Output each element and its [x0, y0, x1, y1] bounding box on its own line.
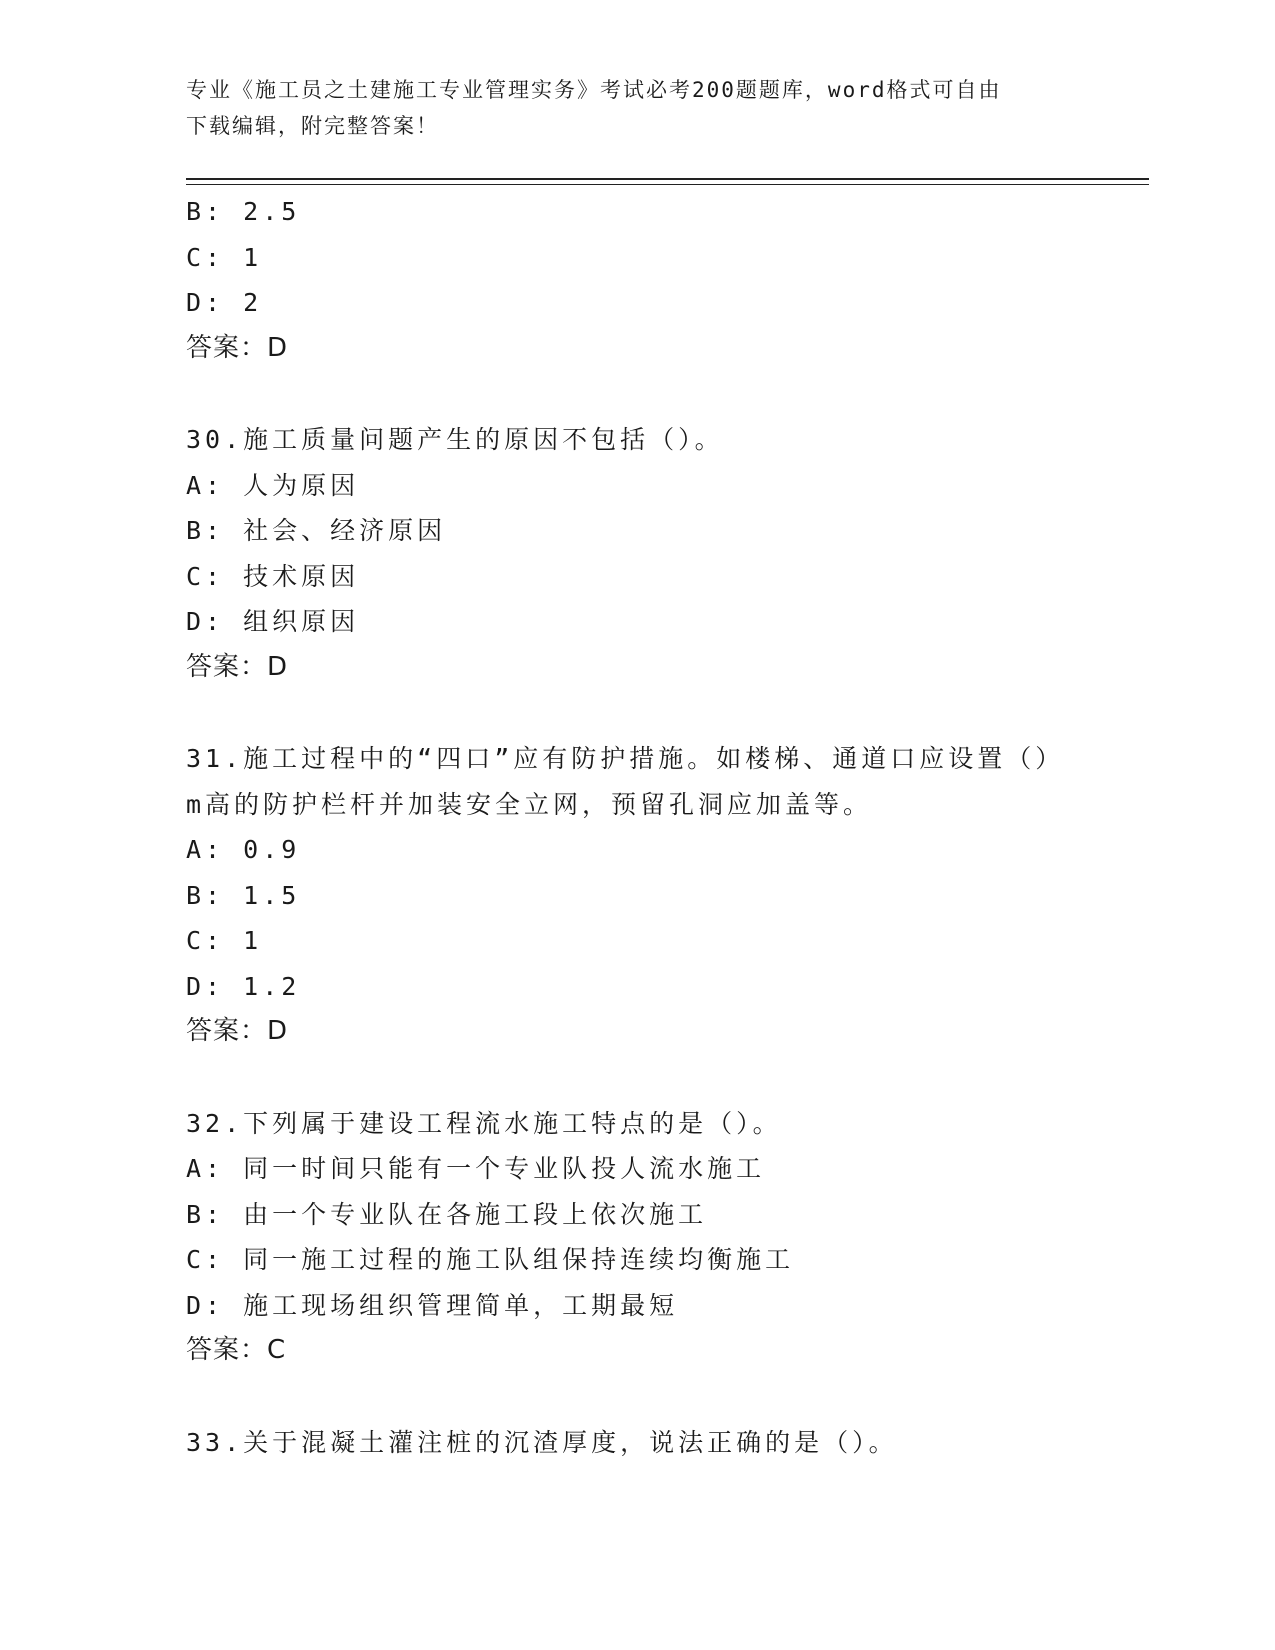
option-b: B: 社会、经济原因 [186, 516, 447, 545]
answer: 答案：D [186, 651, 289, 682]
answer: 答案：C [186, 1335, 287, 1365]
option-c: C: 技术原因 [186, 561, 360, 591]
question-29-continuation [186, 189, 1086, 371]
option-d: D: 2 [186, 288, 263, 317]
question-list [186, 189, 1086, 1465]
option-c: C: 1 [186, 242, 263, 272]
header-divider-thick [186, 178, 1149, 180]
option-b: B: 2.5 [186, 197, 301, 226]
header-divider-thin [186, 184, 1149, 185]
option-c: C: 同一施工过程的施工队组保持连续均衡施工 [186, 1245, 795, 1274]
question-stem: 33.关于混凝土灌注桩的沉渣厚度，说法正确的是（）。 [186, 1427, 898, 1457]
question-31 [186, 736, 1086, 1055]
answer: 答案：D [186, 332, 289, 363]
option-a: A: 0.9 [186, 835, 301, 864]
question-stem-line-2: m高的防护栏杆并加装安全立网，预留孔洞应加盖等。 [186, 789, 873, 819]
option-a: A: 人为原因 [186, 470, 360, 500]
question-30 [186, 417, 1086, 690]
question-stem: 32.下列属于建设工程流水施工特点的是（）。 [186, 1108, 782, 1138]
option-a: A: 同一时间只能有一个专业队投人流水施工 [186, 1154, 766, 1183]
question-32 [186, 1101, 1086, 1374]
header-line-2: 下载编辑，附完整答案！ [186, 114, 439, 138]
option-d: D: 组织原因 [186, 607, 360, 636]
question-stem-line-1: 31.施工过程中的“四口”应有防护措施。如楼梯、通道口应设置（） [186, 744, 1065, 773]
question-stem: 30.施工质量问题产生的原因不包括（）。 [186, 425, 724, 454]
option-d: D: 施工现场组织管理简单，工期最短 [186, 1290, 679, 1320]
option-d: D: 1.2 [186, 971, 301, 1001]
document-header [186, 72, 1066, 144]
question-33 [186, 1420, 1086, 1466]
answer: 答案：D [186, 1016, 289, 1046]
header-line-1: 专业《施工员之土建施工专业管理实务》考试必考200题题库，word格式可自由 [186, 78, 1002, 102]
option-c: C: 1 [186, 926, 263, 955]
option-b: B: 由一个专业队在各施工段上依次施工 [186, 1199, 708, 1229]
option-b: B: 1.5 [186, 880, 301, 910]
